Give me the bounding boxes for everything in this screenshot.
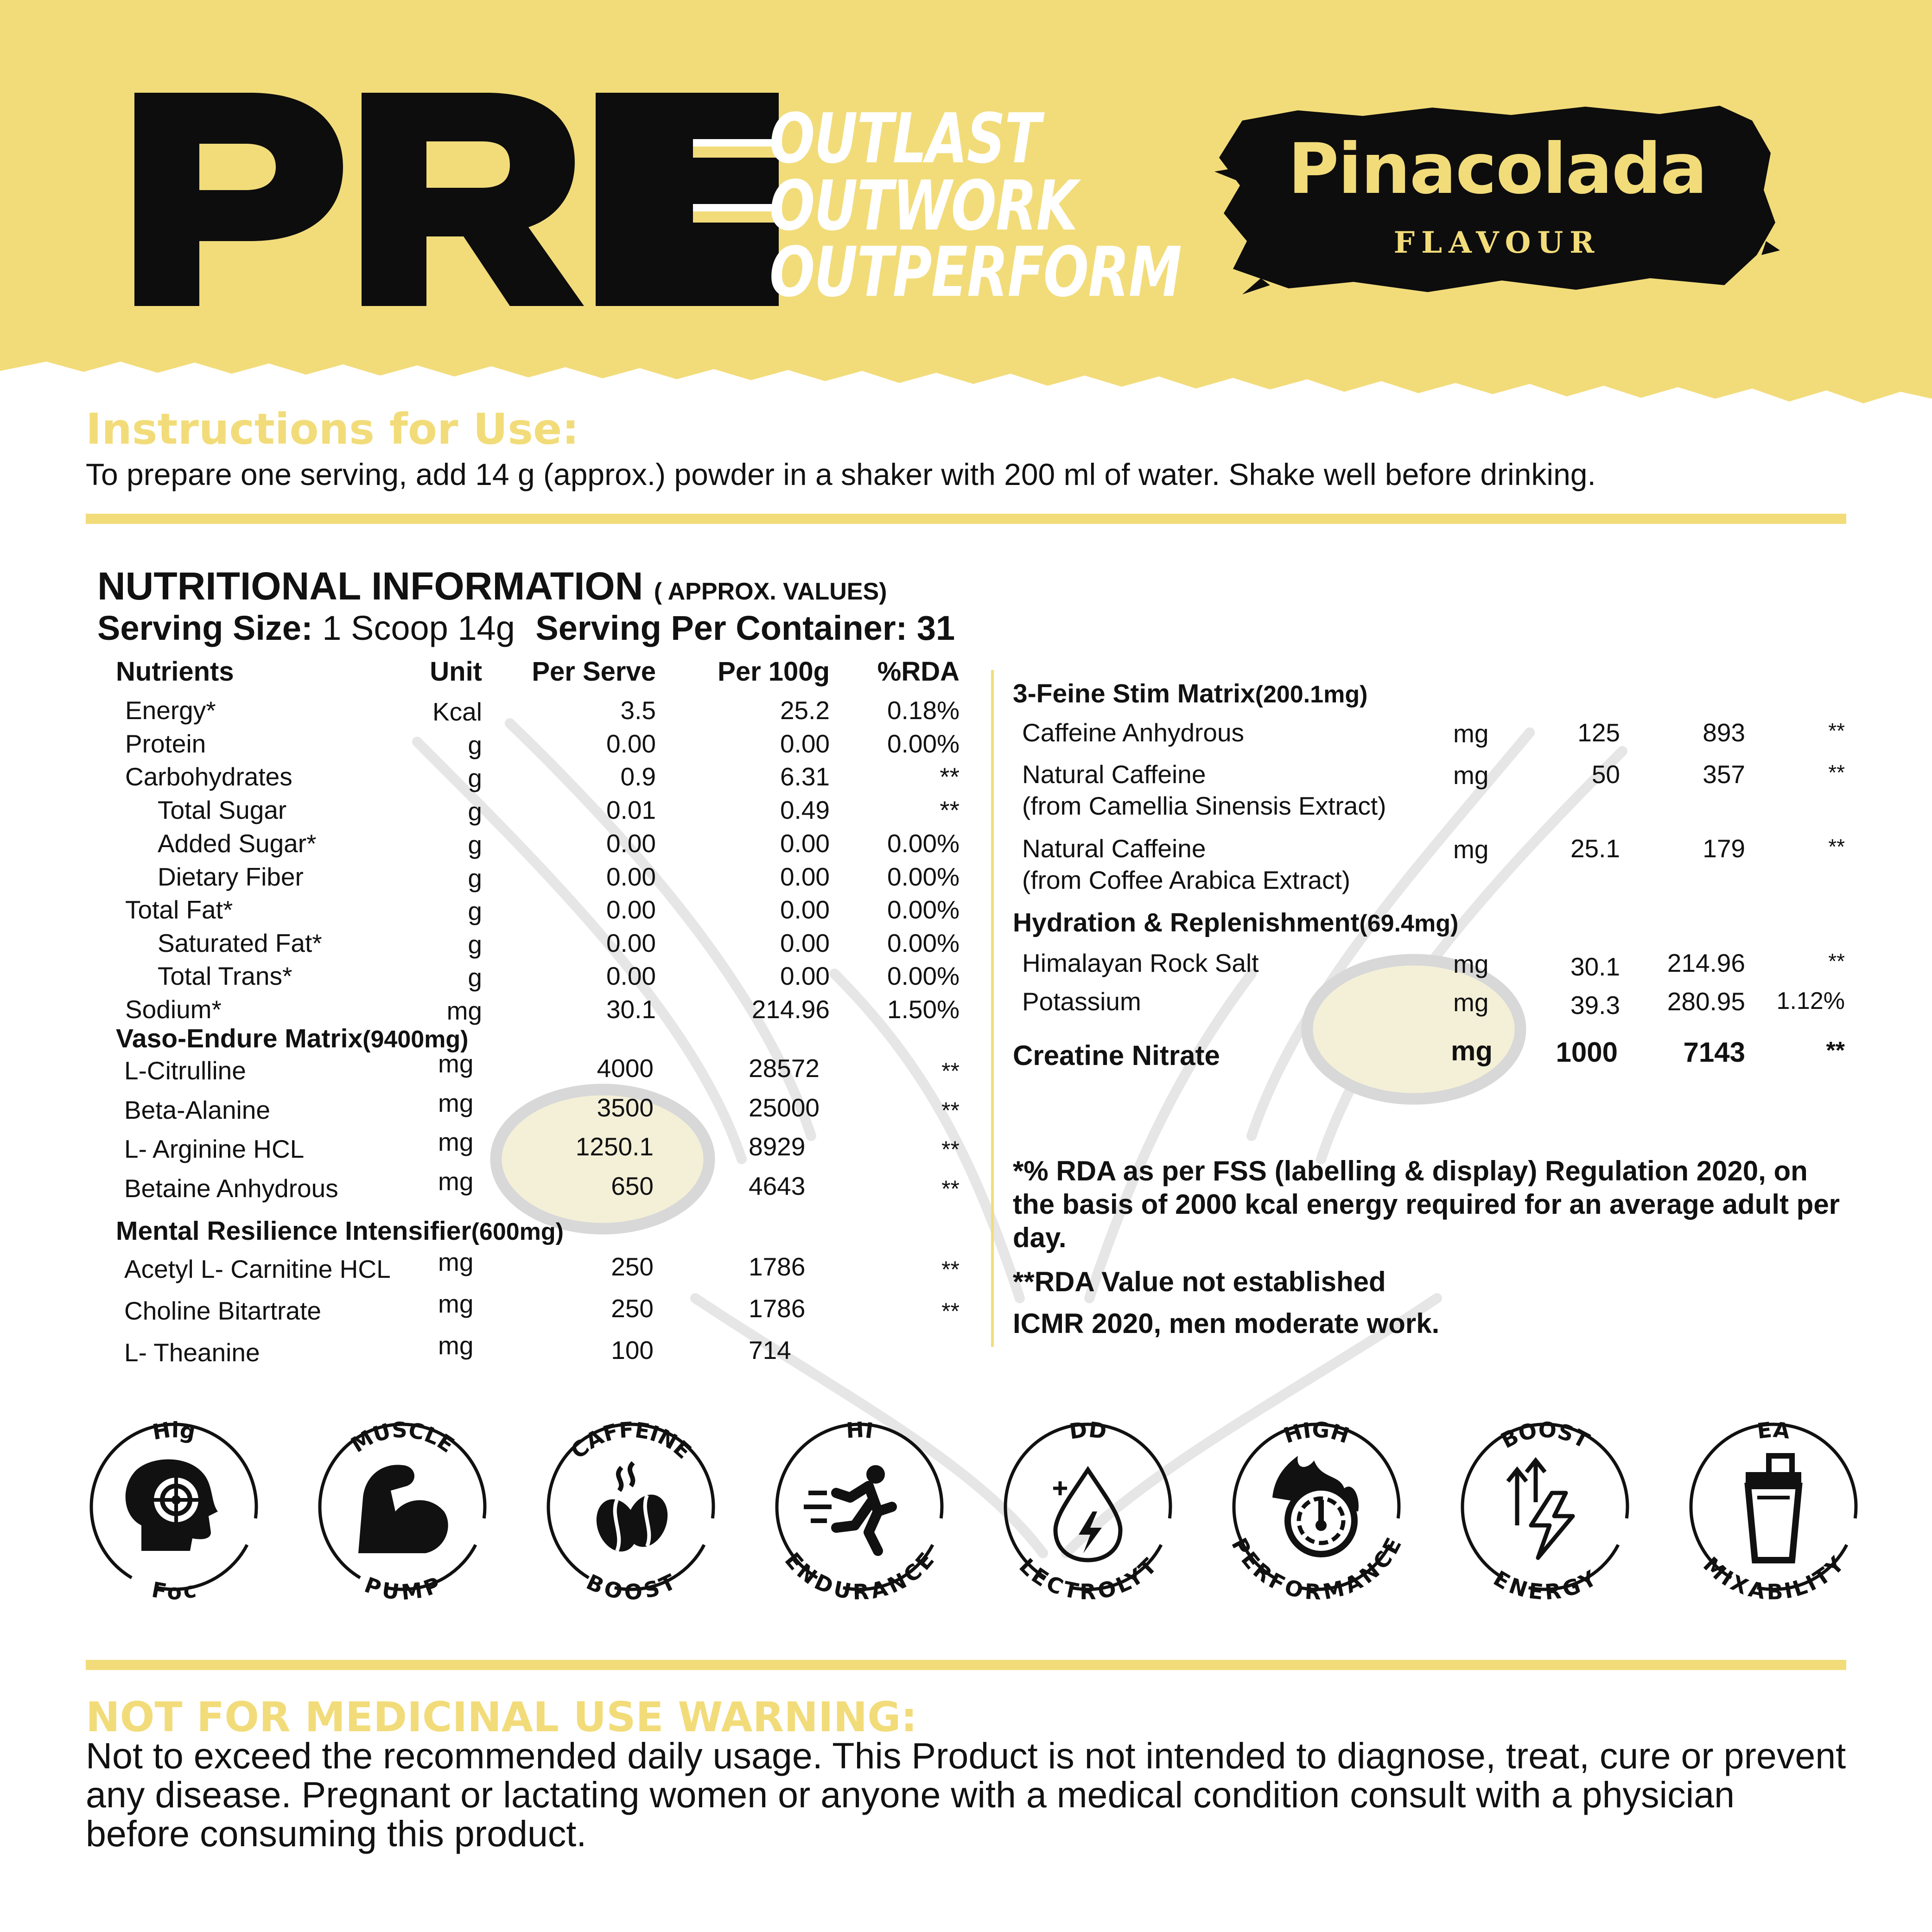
nutrient-rda: 0.00% [887,862,960,891]
feature-badge [1227,1416,1406,1605]
stim-row-source: (from Camellia Sinensis Extract) [1022,791,1386,820]
nutrient-name: Energy* [125,696,216,725]
nutrient-per-serve: 0.00 [606,729,656,758]
serving-size-value: 1 Scoop 14g [322,609,515,647]
nutrient-rda: 0.00% [887,729,960,758]
nutrient-rda: ** [940,796,960,824]
vaso-row-per-100g: 28572 [749,1054,820,1083]
nutrient-name: Total Fat* [125,895,233,924]
feature-badge [543,1416,719,1605]
icmr-note: ICMR 2020, men moderate work. [1013,1308,1440,1339]
hydration-row-rda: 1.12% [1776,988,1845,1014]
hydration-row-name: Himalayan Rock Salt [1022,949,1259,977]
stim-title: 3-Feine Stim Matrix [1013,679,1255,708]
badge-bottom-label: ENERGY [1489,1565,1601,1605]
stim-row-per-serve: 50 [1591,760,1620,789]
badge-top-label: Hig [150,1417,197,1445]
nutrient-rda: 0.00% [887,829,960,858]
mental-row-per-100g: 1786 [749,1252,806,1281]
feature-badge [771,1416,947,1605]
header-per-serve: Per Serve [532,657,656,687]
vaso-row-unit: mg [438,1049,474,1078]
feature-badge [314,1416,490,1605]
nutrient-per-100g: 6.31 [780,762,830,791]
nutrient-per-100g: 0.00 [780,895,830,924]
nutrient-per-100g: 0.00 [780,962,830,990]
vaso-title: Vaso-Endure Matrix [116,1024,363,1053]
stim-row-name: Natural Caffeine [1022,760,1206,789]
stim-row-unit: mg [1453,835,1489,864]
badge-top-label: DD [1068,1417,1108,1444]
nutrient-per-100g: 214.96 [751,995,830,1024]
speedometer-fire-icon [1272,1456,1359,1554]
badge-top-label: HIGH [1280,1417,1353,1448]
vaso-row-per-100g: 4643 [749,1172,806,1200]
focus-head-icon [126,1460,218,1551]
pre-logo [134,93,779,306]
vaso-row-rda: ** [941,1176,960,1202]
water-drop-bolt-icon [1053,1470,1120,1560]
stim-row-unit: mg [1453,761,1489,790]
nutrient-unit: g [468,864,482,893]
divider-top [86,514,1846,524]
vaso-row-per-serve: 650 [611,1172,654,1200]
badge-top-label: EA [1755,1417,1791,1444]
nutrient-name: Saturated Fat* [158,929,322,957]
nutrient-per-100g: 0.00 [780,729,830,758]
running-man-icon [804,1465,892,1551]
vaso-row-name: Beta-Alanine [124,1096,270,1124]
serving-size-label: Serving Size: [97,609,313,647]
header-rda: %RDA [877,657,960,687]
nutrient-unit: g [468,963,482,992]
mental-row-per-100g: 714 [749,1336,791,1365]
stim-row-rda: ** [1828,760,1845,784]
tagline-outwork: OUTWORK [769,166,1077,246]
nutrient-unit: mg [446,996,482,1025]
stim-row-per-100g: 179 [1703,834,1745,863]
badge-bottom-label: ENDURANCE [780,1548,939,1605]
header-per-100g: Per 100g [718,657,830,687]
mental-row-per-serve: 250 [611,1294,654,1323]
servings-label: Serving Per Container: [535,609,908,647]
column-divider [991,670,994,1347]
instructions-heading: Instructions for Use: [86,404,579,454]
badge-bottom-label: MIXABILITY [1698,1551,1849,1605]
nutrient-name: Dietary Fiber [158,862,304,891]
coffee-bean-icon [590,1463,675,1557]
instructions-text: To prepare one serving, add 14 g (approx.) powder in a shaker with 200 ml of water. Shake well before drinking. [86,457,1596,491]
stim-row-per-100g: 357 [1703,760,1745,789]
nutrient-name: Total Sugar [158,796,287,824]
nutrient-per-serve: 0.00 [606,929,656,957]
nutrient-unit: g [468,764,482,792]
mental-amount: (600mg) [471,1218,564,1245]
creatine-per-100g: 7143 [1683,1037,1745,1068]
badge-top-label: CAFFEINE [566,1417,696,1464]
vaso-row-unit: mg [438,1167,474,1196]
nutrient-unit: g [468,897,482,925]
feature-badge [1457,1416,1633,1605]
vaso-row-name: L- Arginine HCL [124,1135,305,1163]
stim-row-per-serve: 125 [1577,718,1620,747]
nutrient-rda: ** [940,762,960,791]
creatine-per-serve: 1000 [1556,1037,1618,1068]
stim-amount: (200.1mg) [1255,681,1368,708]
shaker-bottle-icon [1746,1456,1801,1560]
mental-row-unit: mg [438,1289,474,1318]
hydration-row-unit: mg [1453,950,1489,978]
nutrient-unit: g [468,830,482,859]
servings-value: 31 [916,609,955,647]
nutrient-rda: 1.50% [887,995,960,1024]
feature-badge [1685,1416,1862,1605]
mental-row-unit: mg [438,1248,474,1276]
nutrient-name: Protein [125,729,206,758]
mental-row-per-serve: 100 [611,1336,654,1365]
stim-row-rda: ** [1828,835,1845,859]
nutrition-subtitle: ( APPROX. VALUES) [654,578,887,605]
vaso-amount: (9400mg) [362,1026,469,1053]
badge-top-label: BOOST [1496,1417,1594,1454]
nutrient-per-serve: 3.5 [620,696,656,725]
stim-row-source: (from Coffee Arabica Extract) [1022,866,1351,894]
vaso-row-unit: mg [438,1089,474,1117]
hydration-amount: (69.4mg) [1359,910,1459,937]
hydration-row-unit: mg [1453,988,1489,1017]
vaso-row-rda: ** [941,1136,960,1162]
vaso-row-per-100g: 8929 [749,1132,806,1161]
nutrient-per-100g: 25.2 [780,696,830,725]
nutrient-name: Carbohydrates [125,762,292,791]
nutrient-name: Added Sugar* [158,829,317,858]
nutrient-unit: g [468,797,482,826]
badge-bottom-label: PUMP [361,1572,444,1605]
nutrient-name: Sodium* [125,995,222,1024]
nutrient-per-100g: 0.00 [780,929,830,957]
badge-top-label: MUSCLE [346,1417,459,1458]
vaso-row-per-serve: 1250.1 [575,1132,654,1161]
creatine-rda: ** [1826,1037,1845,1064]
nutrient-rda: 0.00% [887,895,960,924]
flexed-arm-icon [358,1465,448,1553]
flavour-label: FLAVOUR [1393,225,1601,260]
hydration-row-per-100g: 214.96 [1667,949,1745,977]
hydration-row-per-serve: 30.1 [1570,952,1620,981]
nutrient-per-serve: 0.00 [606,862,656,891]
badge-top-label: HI [845,1417,875,1444]
feature-badge [1000,1416,1176,1605]
mental-row-unit: mg [438,1331,474,1360]
nutrition-title: NUTRITIONAL INFORMATION [97,564,643,608]
lightning-arrows-icon [1508,1460,1573,1558]
nutrient-per-serve: 0.9 [620,762,656,791]
mental-row-rda: ** [941,1298,960,1324]
mental-row-name: L- Theanine [124,1338,260,1367]
vaso-row-per-100g: 25000 [749,1093,820,1122]
nutrient-per-serve: 0.00 [606,962,656,990]
nutrient-rda: 0.18% [887,696,960,725]
stim-row-unit: mg [1453,719,1489,748]
nutrient-unit: g [468,930,482,959]
divider-bottom [86,1660,1846,1670]
badge-bottom-label: BOOST [582,1569,680,1605]
hydration-title: Hydration & Replenishment [1013,908,1360,937]
mental-row-name: Choline Bitartrate [124,1296,321,1325]
nutrient-name: Total Trans* [158,962,292,990]
stim-row-per-serve: 25.1 [1570,834,1620,863]
hydration-row-rda: ** [1828,949,1845,973]
badge-bottom-label: Foc [150,1577,198,1605]
nutrient-per-serve: 0.00 [606,829,656,858]
badge-bottom-label: PERFORMANCE [1227,1534,1406,1605]
nutrient-unit: g [468,731,482,759]
nutrient-unit: Kcal [432,697,482,726]
mental-row-rda: ** [941,1256,960,1282]
mental-title: Mental Resilience Intensifier [116,1216,471,1246]
nutrient-rda: 0.00% [887,929,960,957]
stim-row-rda: ** [1828,719,1845,743]
hydration-row-name: Potassium [1022,987,1141,1016]
nutrient-per-100g: 0.00 [780,862,830,891]
stim-row-name: Caffeine Anhydrous [1022,718,1245,747]
stim-row-name: Natural Caffeine [1022,834,1206,863]
vaso-row-rda: ** [941,1058,960,1084]
vaso-row-rda: ** [941,1097,960,1123]
mental-row-name: Acetyl L- Carnitine HCL [124,1255,391,1283]
nutrient-per-serve: 0.01 [606,796,656,824]
nutrient-per-serve: 0.00 [606,895,656,924]
mental-row-per-100g: 1786 [749,1294,806,1323]
tagline-outlast: OUTLAST [769,99,1041,179]
vaso-row-per-serve: 3500 [597,1093,654,1122]
vaso-row-name: L-Citrulline [124,1056,246,1085]
rda-not-established-note: **RDA Value not established [1013,1266,1386,1297]
feature-badge [86,1416,262,1605]
flavour-name: Pinacolada [1288,129,1707,210]
warning-heading: NOT FOR MEDICINAL USE WARNING: [86,1693,917,1741]
header-nutrients: Nutrients [116,657,234,687]
header-unit: Unit [430,657,482,687]
rda-note: *% RDA as per FSS (labelling & display) Regulation 2020, on the basis of 2000 kcal energy required for an average adult per day. [1013,1155,1840,1253]
nutrient-per-serve: 30.1 [606,995,656,1024]
creatine-name: Creatine Nitrate [1013,1040,1220,1071]
vaso-row-name: Betaine Anhydrous [124,1174,338,1203]
nutrient-per-100g: 0.00 [780,829,830,858]
tagline-outperform: OUTPERFORM [769,232,1182,312]
hydration-row-per-100g: 280.95 [1667,987,1745,1016]
hydration-row-per-serve: 39.3 [1570,991,1620,1020]
stim-row-per-100g: 893 [1703,718,1745,747]
nutrient-per-100g: 0.49 [780,796,830,824]
mental-row-per-serve: 250 [611,1252,654,1281]
badge-bottom-label: LECTROLYT [1014,1553,1162,1605]
warning-text: Not to exceed the recommended daily usage. This Product is not intended to diagnose, treat, cure or prevent any disease. Pregnant or lactating women or anyone with a medical condition consult with a physician before consuming this product. [86,1735,1846,1854]
vaso-row-per-serve: 4000 [597,1054,654,1083]
vaso-row-unit: mg [438,1128,474,1156]
creatine-unit: mg [1451,1035,1493,1066]
nutrient-rda: 0.00% [887,962,960,990]
